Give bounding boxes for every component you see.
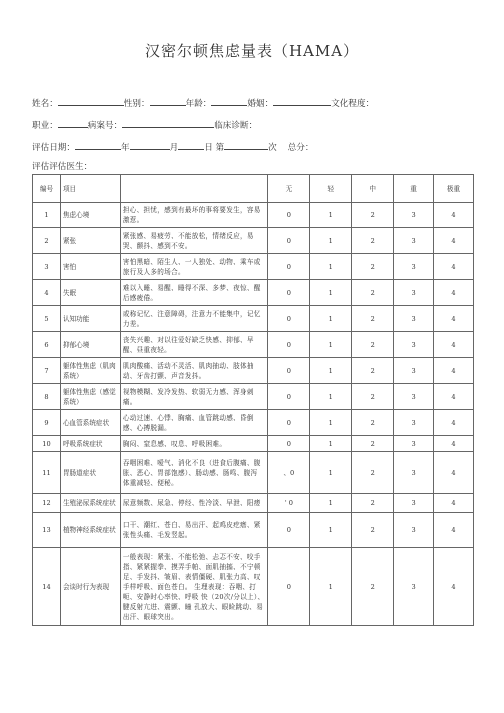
score-none[interactable]: 0: [268, 306, 310, 332]
score-extreme[interactable]: 4: [434, 332, 474, 358]
score-moderate[interactable]: 2: [352, 548, 394, 626]
score-severe[interactable]: 3: [394, 494, 434, 513]
row-description: 难以入睡、易醒、睡得不深、多梦、夜惊、醒 后感疲倦。: [120, 280, 268, 306]
row-description: 视物模糊、发冷发热、软弱无力感、浑身刺痛。: [120, 384, 268, 410]
row-number: 8: [33, 384, 61, 410]
score-mild[interactable]: 1: [310, 306, 352, 332]
score-none[interactable]: 0: [268, 280, 310, 306]
marriage-field[interactable]: [273, 96, 331, 106]
row-description: 害怕黑暗、陌生人、一人独处、动物、乘车或 旅行及人多的场合。: [120, 254, 268, 280]
score-mild[interactable]: 1: [310, 358, 352, 384]
day-label: 日 第: [204, 143, 225, 153]
case-label: 病案号：: [87, 121, 123, 131]
header-none: 无: [268, 175, 310, 203]
table-row: [33, 513, 474, 548]
job-field[interactable]: [58, 118, 88, 128]
header-extreme: 极重: [434, 175, 474, 203]
score-severe[interactable]: 3: [394, 332, 434, 358]
doctor-label: 评估评估医生：: [32, 162, 93, 172]
row-description: 心动过速、心悸、胸痛、血管跳动感、昏倒感、心搏脱漏。: [120, 410, 268, 436]
day-field[interactable]: [178, 140, 204, 150]
score-severe[interactable]: 3: [394, 452, 434, 494]
doctor-line: [32, 160, 92, 172]
score-mild[interactable]: 1: [310, 203, 352, 228]
score-none[interactable]: 0: [268, 203, 310, 228]
score-none[interactable]: ' 0: [268, 494, 310, 513]
row-item: 害怕: [60, 254, 120, 280]
score-extreme[interactable]: 4: [434, 384, 474, 410]
form-line-1: [32, 96, 374, 109]
year-label: 年: [120, 143, 130, 153]
table-row: [33, 436, 474, 452]
row-number: 7: [33, 358, 61, 384]
header-mild: 轻: [310, 175, 352, 203]
score-mild[interactable]: 1: [310, 494, 352, 513]
score-extreme[interactable]: 4: [434, 228, 474, 254]
score-mild[interactable]: 1: [310, 254, 352, 280]
row-number: 6: [33, 332, 61, 358]
row-item: 心血管系统症状: [60, 410, 120, 436]
score-moderate[interactable]: 2: [352, 203, 394, 228]
score-mild[interactable]: 1: [310, 228, 352, 254]
header-moderate: 中: [352, 175, 394, 203]
table-row: [33, 228, 474, 254]
row-item: 认知功能: [60, 306, 120, 332]
score-extreme[interactable]: 4: [434, 358, 474, 384]
row-number: 2: [33, 228, 61, 254]
score-extreme[interactable]: 4: [434, 254, 474, 280]
score-severe[interactable]: 3: [394, 410, 434, 436]
score-severe[interactable]: 3: [394, 228, 434, 254]
score-none[interactable]: 0: [268, 513, 310, 548]
score-moderate[interactable]: 2: [352, 436, 394, 452]
row-number: 10: [33, 436, 61, 452]
header-item: 项目: [60, 175, 120, 203]
table-row: [33, 306, 474, 332]
score-none[interactable]: 0: [268, 358, 310, 384]
score-severe[interactable]: 3: [394, 384, 434, 410]
row-description: 丧失兴趣、对以往爱好缺乏快感、抑郁、早醒、昼重夜轻。: [120, 332, 268, 358]
score-extreme[interactable]: 4: [434, 548, 474, 626]
month-label: 月: [169, 143, 179, 153]
row-number: 3: [33, 254, 61, 280]
name-field[interactable]: [58, 96, 124, 106]
table-row: [33, 332, 474, 358]
score-severe[interactable]: 3: [394, 280, 434, 306]
score-moderate[interactable]: 2: [352, 358, 394, 384]
hama-table: [32, 174, 474, 626]
score-none[interactable]: 0: [268, 254, 310, 280]
total-label: 总分：: [287, 143, 314, 153]
score-none[interactable]: 0: [268, 228, 310, 254]
marriage-label: 婚姻：: [247, 99, 274, 109]
table-row: [33, 410, 474, 436]
score-mild[interactable]: 1: [310, 513, 352, 548]
table-row: [33, 494, 474, 513]
score-mild[interactable]: 1: [310, 452, 352, 494]
row-description: 紧张感、易疲劳、不能放松，情绪反应，易哭、颤抖、感到不安。: [120, 228, 268, 254]
score-severe[interactable]: 3: [394, 436, 434, 452]
form-line-3: [32, 140, 313, 153]
row-description: 担心、担忧，感到有最坏的事将要发生，容易 激惹。: [120, 203, 268, 228]
row-description: 尿意频数、尿急、停经、性冷淡、早泄、阳痿: [120, 494, 268, 513]
age-label: 年龄：: [185, 99, 212, 109]
form-line-2: [32, 118, 257, 131]
score-mild[interactable]: 1: [310, 332, 352, 358]
case-field[interactable]: [122, 118, 214, 128]
score-mild[interactable]: 1: [310, 410, 352, 436]
score-moderate[interactable]: 2: [352, 332, 394, 358]
score-mild[interactable]: 1: [310, 280, 352, 306]
row-item: 紧张: [60, 228, 120, 254]
row-number: 1: [33, 203, 61, 228]
score-moderate[interactable]: 2: [352, 306, 394, 332]
score-moderate[interactable]: 2: [352, 228, 394, 254]
times-field[interactable]: [224, 140, 268, 150]
table-row: [33, 254, 474, 280]
date-label: 评估日期：: [32, 143, 75, 153]
row-description: 或称记忆、注意障碍，注意力不能集中，记忆 力差。: [120, 306, 268, 332]
row-item: 会谈时行为表现: [60, 548, 120, 626]
score-extreme[interactable]: 4: [434, 494, 474, 513]
score-none[interactable]: 0: [268, 548, 310, 626]
row-description: 吞咽困难、嗳气、消化不良（进食后腹痛、腹 胀、恶心、胃部饱感）、肠动感、肠鸣、腹泻 体重减轻、便秘。: [120, 452, 268, 494]
month-field[interactable]: [130, 140, 170, 150]
row-number: 12: [33, 494, 61, 513]
header-severe: 重: [394, 175, 434, 203]
score-mild[interactable]: 1: [310, 548, 352, 626]
score-moderate[interactable]: 2: [352, 513, 394, 548]
name-label: 姓名：: [32, 99, 58, 109]
score-extreme[interactable]: 4: [434, 452, 474, 494]
row-item: 失眠: [60, 280, 120, 306]
score-extreme[interactable]: 4: [434, 203, 474, 228]
score-severe[interactable]: 3: [394, 254, 434, 280]
row-number: 14: [33, 548, 61, 626]
score-extreme[interactable]: 4: [434, 306, 474, 332]
row-item: 抑郁心境: [60, 332, 120, 358]
table-row: [33, 203, 474, 228]
table-header-row: [33, 175, 474, 203]
row-number: 9: [33, 410, 61, 436]
score-none[interactable]: 0: [268, 384, 310, 410]
score-extreme[interactable]: 4: [434, 513, 474, 548]
table-row: [33, 384, 474, 410]
score-severe[interactable]: 3: [394, 203, 434, 228]
job-label: 职业：: [32, 121, 58, 131]
score-mild[interactable]: 1: [310, 384, 352, 410]
header-no: 编号: [33, 175, 61, 203]
score-severe[interactable]: 3: [394, 513, 434, 548]
row-item: 躯体性焦虑（感觉系统）: [60, 384, 120, 410]
age-field[interactable]: [211, 96, 247, 106]
score-moderate[interactable]: 2: [352, 494, 394, 513]
row-item: 呼吸系统症状: [60, 436, 120, 452]
score-extreme[interactable]: 4: [434, 410, 474, 436]
score-moderate[interactable]: 2: [352, 410, 394, 436]
sex-label: 性别：: [123, 99, 150, 109]
score-severe[interactable]: 3: [394, 358, 434, 384]
row-description: 胸闷、窒息感、叹息、呼吸困难。: [120, 436, 268, 452]
diagnosis-label: 临床诊断：: [214, 121, 258, 131]
education-label: 文化程度：: [331, 99, 375, 109]
row-item: 植物神经系统症状: [60, 513, 120, 548]
row-number: 11: [33, 452, 61, 494]
score-moderate[interactable]: 2: [352, 384, 394, 410]
score-extreme[interactable]: 4: [434, 436, 474, 452]
score-severe[interactable]: 3: [394, 548, 434, 626]
score-moderate[interactable]: 2: [352, 280, 394, 306]
score-none[interactable]: 0: [268, 410, 310, 436]
row-number: 5: [33, 306, 61, 332]
row-item: 胃肠道症状: [60, 452, 120, 494]
score-severe[interactable]: 3: [394, 306, 434, 332]
row-description: 肌肉酸痛、活动不灵活、肌肉抽动、肢体抽动、牙齿打颤、声音发抖。: [120, 358, 268, 384]
row-number: 4: [33, 280, 61, 306]
table-row: [33, 548, 474, 626]
score-none[interactable]: 0: [268, 436, 310, 452]
score-moderate[interactable]: 2: [352, 254, 394, 280]
score-moderate[interactable]: 2: [352, 452, 394, 494]
header-desc: [120, 175, 268, 203]
score-none[interactable]: 0: [268, 332, 310, 358]
row-item: 焦虑心境: [60, 203, 120, 228]
row-item: 生殖泌尿系统症状: [60, 494, 120, 513]
year-field[interactable]: [75, 140, 121, 150]
times-label: 次: [268, 143, 277, 153]
score-extreme[interactable]: 4: [434, 280, 474, 306]
row-item: 躯体性焦虑（肌肉系统）: [60, 358, 120, 384]
page-title: 汉密尔顿焦虑量表（HAMA）: [144, 42, 360, 60]
row-description: 一般表现：紧张、不能松弛、忐忑不安、咬手 指、紧紧握拳、摸弄手帕、面肌抽搐、不宁顿 足、手发抖、皱眉、表情僵硬、肌张力高、叹 手样呼吸、面色苍白。 生理表现：吞咽、打呃、安静时心率快、呼吸 快（20次/分以上）、腱反射亢进、震颤、瞳 孔放大、眼睑跳动、易出汗、眼球突出。: [120, 548, 268, 626]
sex-field[interactable]: [150, 96, 186, 106]
row-number: 13: [33, 513, 61, 548]
table-row: [33, 452, 474, 494]
score-mild[interactable]: 1: [310, 436, 352, 452]
score-none[interactable]: 、0: [268, 452, 310, 494]
table-row: [33, 358, 474, 384]
table-row: [33, 280, 474, 306]
row-description: 口干、潮红、苍白、易出汗、起鸡皮疙瘩、紧 张性头痛、毛发竖起。: [120, 513, 268, 548]
